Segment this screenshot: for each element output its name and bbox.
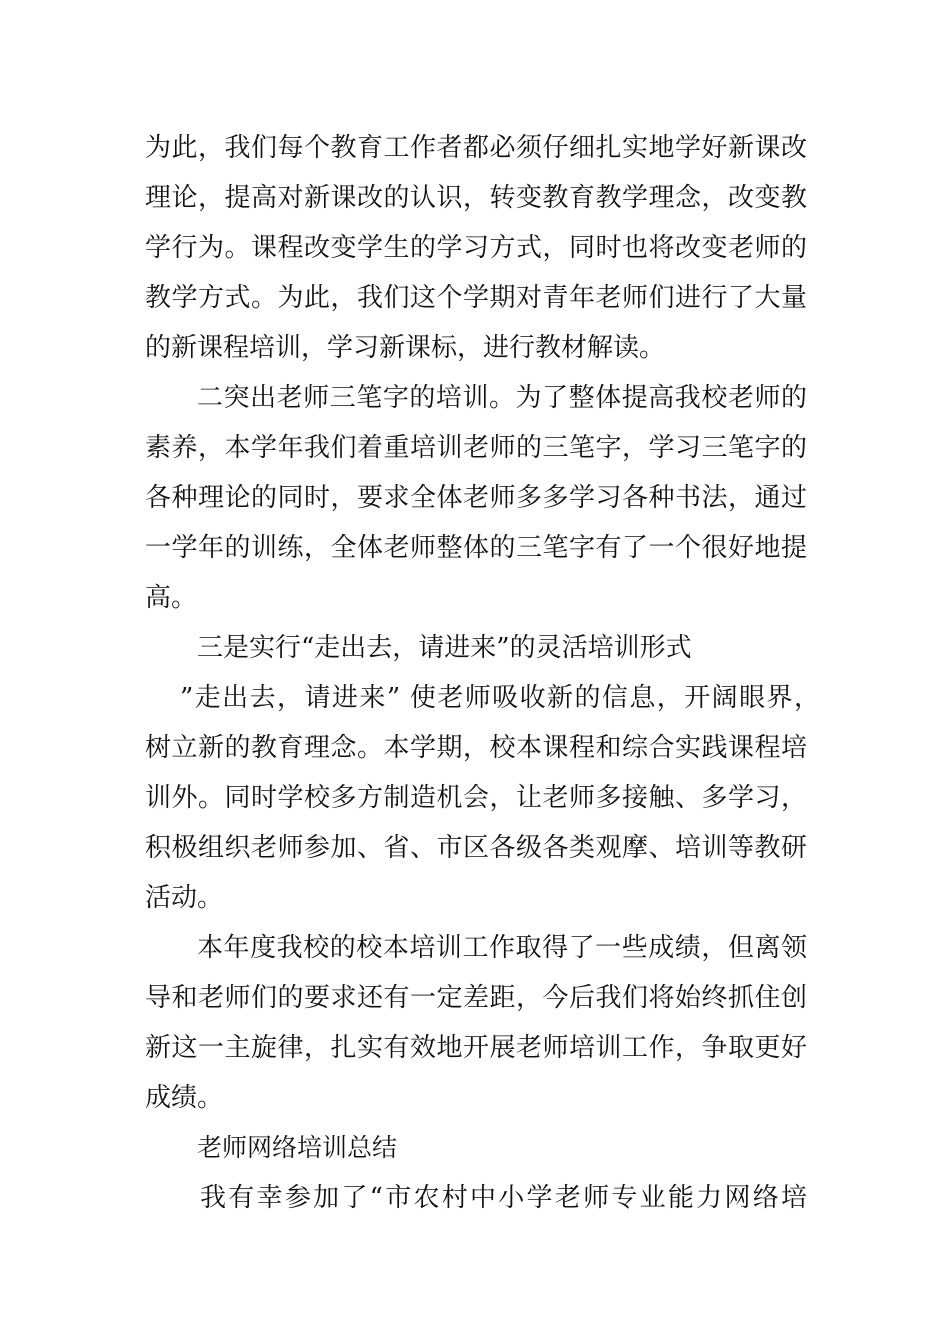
text-line: 一学年的训练，全体老师整体的三笔字有了一个很好地提 [145, 533, 807, 563]
text-line: 导和老师们的要求还有一定差距，今后我们将始终抓住创 [145, 983, 807, 1013]
text-line: 活动。 [145, 883, 224, 913]
text-line: 学行为。课程改变学生的学习方式，同时也将改变老师的 [145, 233, 807, 263]
text-line: 教学方式。为此，我们这个学期对青年老师们进行了大量 [145, 283, 807, 313]
paragraph-first-line: 三是实行“走出去，请进来”的灵活培训形式 [197, 633, 692, 663]
text-line: 新这一主旋律，扎实有效地开展老师培训工作，争取更好 [145, 1033, 807, 1063]
paragraph-first-line: 二突出老师三笔字的培训。为了整体提高我校老师的 [197, 383, 807, 413]
text-line: 成绩。 [145, 1083, 224, 1113]
text-line: 的新课程培训，学习新课标，进行教材解读。 [145, 333, 666, 363]
text-line: 树立新的教育理念。本学期，校本课程和综合实践课程培 [145, 733, 807, 763]
text-line: 理论，提高对新课改的认识，转变教育教学理念，改变教 [145, 183, 807, 213]
text-line: 各种理论的同时，要求全体老师多多学习各种书法，通过 [145, 483, 807, 513]
text-line: 积极组织老师参加、省、市区各级各类观摩、培训等教研 [145, 833, 807, 863]
text-line: 高。 [145, 583, 198, 613]
text-line: 素养，本学年我们着重培训老师的三笔字，学习三笔字的 [145, 433, 807, 463]
paragraph-first-line: 本年度我校的校本培训工作取得了一些成绩，但离领 [197, 933, 807, 963]
section-heading: 老师网络培训总结 [197, 1133, 398, 1162]
paragraph-first-line: 我有幸参加了“市农村中小学老师专业能力网络培 [200, 1183, 807, 1213]
paragraph-first-line: ”走出去，请进来” 使老师吸收新的信息，开阔眼界， [180, 683, 820, 713]
text-line: 训外。同时学校多方制造机会，让老师多接触、多学习， [145, 783, 807, 813]
text-line: 为此，我们每个教育工作者都必须仔细扎实地学好新课改 [145, 133, 807, 163]
